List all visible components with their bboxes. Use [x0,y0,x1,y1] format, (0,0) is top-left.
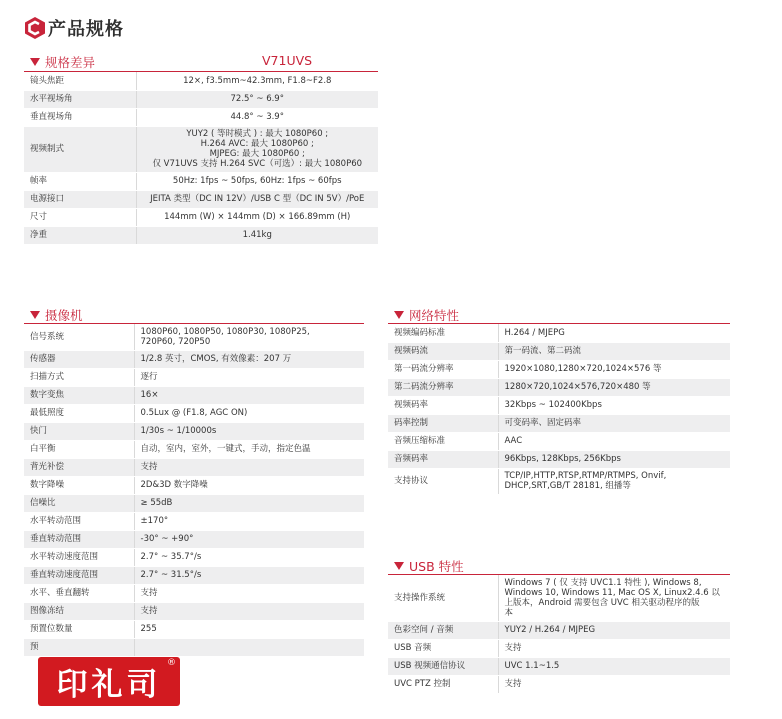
table-row [24,208,378,226]
table-row [388,575,730,621]
row-value-line: 255 [140,624,157,634]
row-label: 水平转动速度范围 [24,548,134,566]
row-value [498,657,730,675]
row-label: 数字降噪 [24,476,134,494]
row-value-line: 1920×1080,1280×720,1024×576 等 [504,364,662,374]
table-row [388,414,730,432]
row-label: 传感器 [24,350,134,368]
row-value [498,675,730,693]
row-value-line: 本 [504,607,514,618]
triangle-down-icon [30,311,40,319]
row-value-line: 1080P60, 1080P50, 1080P30, 1080P25, [140,326,310,337]
row-value [134,476,364,494]
table-row [24,494,364,512]
row-label: 信噪比 [24,494,134,512]
row-value [134,494,364,512]
table-row [24,620,364,638]
row-value-line: 上版本，Android 需要包含 UVC 相关驱动程序的版 [504,597,700,608]
row-label: 水平视场角 [24,90,136,108]
row-value [498,378,730,396]
row-value-line: 2.7° ~ 31.5°/s [140,570,202,580]
row-value [134,404,364,422]
table-row [388,468,730,494]
table-row [24,530,364,548]
row-label: 视频码流 [388,342,498,360]
row-label: 净重 [24,226,136,244]
row-value [134,620,364,638]
row-value-line: 支持 [140,588,158,598]
table-row [24,172,378,190]
row-value-line: 44.8° ~ 3.9° [230,112,284,122]
row-label: 预 [24,638,134,656]
row-value [134,324,364,350]
row-value-line: 1/2.8 英寸，CMOS, 有效像素：207 万 [140,354,292,364]
table-row [24,458,364,476]
row-value-line: 0.5Lux @ (F1.8, AGC ON) [140,408,248,418]
table-row [24,190,378,208]
row-value-line: 支持 [504,643,522,653]
row-value-line: 2D&3D 数字降噪 [140,480,208,490]
row-value [498,575,730,621]
row-value [136,190,378,208]
row-value-line: 支持 [140,462,158,472]
row-value [498,360,730,378]
network-table [388,324,730,495]
camera-section-title [30,306,83,324]
usb-table [388,575,730,694]
row-value-line: 96Kbps, 128Kbps, 256Kbps [504,454,621,464]
row-label: 音频码率 [388,450,498,468]
row-label: 信号系统 [24,324,134,350]
row-value-line: 可变码率、固定码率 [504,418,582,428]
row-label: 数字变焦 [24,386,134,404]
row-value-line: YUY2 / H.264 / MJPEG [504,625,596,635]
row-label: UVC PTZ 控制 [388,675,498,693]
table-row [388,324,730,342]
row-value [498,324,730,342]
row-value-line: 50Hz: 1fps ~ 50fps, 60Hz: 1fps ~ 60fps [172,176,342,186]
table-row [388,432,730,450]
row-value-line: 第一码流、第二码流 [504,346,582,356]
row-value-line: H.264 AVC: 最大 1080P60 ; [200,139,314,149]
page-header [24,14,124,42]
row-label: 垂直转动速度范围 [24,566,134,584]
row-value-line: Windows 7 ( 仅 支持 UVC1.1 特性 ), Windows 8, [504,577,702,588]
row-label: 码率控制 [388,414,498,432]
row-value [136,90,378,108]
row-value-line: AAC [504,436,523,446]
row-value [498,639,730,657]
row-value [134,386,364,404]
row-value-line: DHCP,SRT,GB/T 28181, 组播等 [504,481,631,491]
row-value [136,226,378,244]
row-value [134,512,364,530]
row-label: 视频码率 [388,396,498,414]
row-value [134,530,364,548]
row-label: 白平衡 [24,440,134,458]
row-value [498,468,730,494]
row-value-line: 1280×720,1024×576,720×480 等 [504,382,651,392]
row-label: 音频压缩标准 [388,432,498,450]
table-row [24,476,364,494]
table-row [388,657,730,675]
table-row [388,639,730,657]
table-row [24,90,378,108]
table-row [24,126,378,172]
row-value [498,450,730,468]
row-value [134,368,364,386]
row-label: 快门 [24,422,134,440]
row-value-line: 720P60, 720P50 [140,336,211,347]
row-label: 预置位数量 [24,620,134,638]
row-value [134,584,364,602]
row-label: 支持操作系统 [388,575,498,621]
row-label: 第二码流分辨率 [388,378,498,396]
row-value [136,108,378,126]
row-label: USB 视频通信协议 [388,657,498,675]
row-label: 帧率 [24,172,136,190]
row-value-line: 1/30s ~ 1/10000s [140,426,217,436]
row-value [136,72,378,90]
row-value-line: 逐行 [140,372,158,382]
row-label: 第一码流分辨率 [388,360,498,378]
row-value-line: 72.5° ~ 6.9° [230,94,284,104]
row-value [498,342,730,360]
row-value-line: 32Kbps ~ 102400Kbps [504,400,602,410]
row-label: 色彩空间 / 音频 [388,621,498,639]
row-label: 支持协议 [388,468,498,494]
spec-table [24,72,378,245]
camera-table [24,324,364,657]
row-value-line: Windows 10, Windows 11, Mac OS X, Linux2.4.6 以 [504,587,720,598]
row-label: 垂直视场角 [24,108,136,126]
row-label: 水平转动范围 [24,512,134,530]
row-value [136,126,378,172]
model-name: V71UVS [262,53,313,68]
row-value [498,621,730,639]
network-section-title [394,306,459,324]
row-value [134,458,364,476]
row-value-line: 自动，室内，室外，一键式，手动，指定色温 [140,444,311,454]
row-label: 最低照度 [24,404,134,422]
brand-logo-icon [24,16,46,40]
table-row [388,621,730,639]
row-label: 扫描方式 [24,368,134,386]
row-value [134,422,364,440]
row-value-line: 16× [140,390,159,400]
row-label: 电源接口 [24,190,136,208]
usb-section-title [394,557,464,575]
table-row [24,512,364,530]
row-value-line: -30° ~ +90° [140,534,194,544]
row-value-line: 144mm (W) × 144mm (D) × 166.89mm (H) [164,212,351,222]
row-value [136,172,378,190]
table-row [388,450,730,468]
row-value [134,548,364,566]
row-value-line: MJPEG: 最大 1080P60 ; [209,149,305,159]
row-value-line: YUY2 ( 等时模式 ) : 最大 1080P60 ; [186,129,329,139]
row-value-line: ≥ 55dB [140,498,173,508]
table-row [24,386,364,404]
row-value [498,414,730,432]
row-value [498,432,730,450]
row-label: 镜头焦距 [24,72,136,90]
usb-section-title-text: USB 特性 [409,559,464,574]
table-row [388,396,730,414]
row-value-line: 12×, f3.5mm~42.3mm, F1.8~F2.8 [183,75,332,86]
spec-section-title-text: 规格差异 [45,55,96,70]
table-row [24,602,364,620]
table-row [24,422,364,440]
triangle-down-icon [394,562,404,570]
triangle-down-icon [394,311,404,319]
row-value [136,208,378,226]
table-row [24,350,364,368]
table-row [24,368,364,386]
table-row [388,378,730,396]
triangle-down-icon [30,58,40,66]
stamp-text: 印礼司 [56,667,162,703]
table-row [24,108,378,126]
row-value-line: JEITA 类型（DC IN 12V）/USB C 型（DC IN 5V）/PoE [150,194,365,204]
table-row [24,566,364,584]
row-value [134,350,364,368]
row-label: 水平、垂直翻转 [24,584,134,602]
table-row [388,342,730,360]
row-label: USB 音频 [388,639,498,657]
table-row [24,440,364,458]
row-value [134,440,364,458]
row-value-line: 1.41kg [242,230,272,240]
row-label: 视频编码标准 [388,324,498,342]
row-label: 尺寸 [24,208,136,226]
spec-section-title [30,53,95,71]
row-value-line: H.264 / MJEPG [504,327,565,338]
table-row [24,404,364,422]
watermark-stamp [38,657,180,706]
row-label: 背光补偿 [24,458,134,476]
row-value-line: UVC 1.1~1.5 [504,661,560,671]
row-label: 垂直转动范围 [24,530,134,548]
table-row [388,360,730,378]
row-value-line: 支持 [140,606,158,616]
table-row [24,72,378,90]
table-row [24,548,364,566]
table-row [388,675,730,693]
row-value-line: ±170° [140,516,169,526]
row-label: 视频制式 [24,126,136,172]
row-value-line: 2.7° ~ 35.7°/s [140,552,202,562]
row-label: 图像冻结 [24,602,134,620]
row-value [134,602,364,620]
row-value [134,638,364,656]
row-value-line: 仅 V71UVS 支持 H.264 SVC（可选）: 最大 1080P60 [152,159,363,169]
row-value-line: TCP/IP,HTTP,RTSP,RTMP/RTMPS, Onvif, [504,471,667,481]
camera-section-title-text: 摄像机 [45,308,83,323]
network-section-title-text: 网络特性 [409,308,460,323]
table-row [24,324,364,350]
table-row [24,584,364,602]
table-row [24,638,364,656]
row-value [498,396,730,414]
page-title: 产品规格 [48,19,124,40]
row-value [134,566,364,584]
row-value-line: 支持 [504,679,522,689]
table-row [24,226,378,244]
registered-mark: ® [167,658,176,668]
